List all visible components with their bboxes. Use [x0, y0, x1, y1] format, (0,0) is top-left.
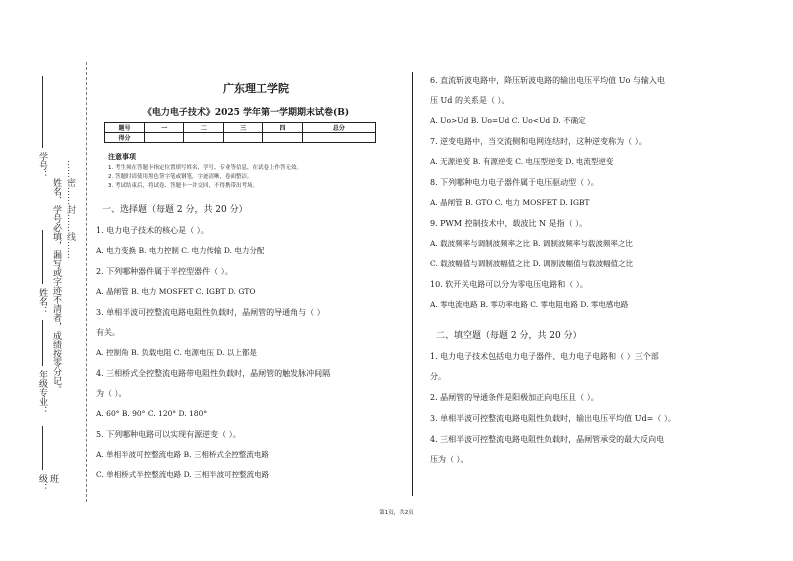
question-text-cont: 为（ ）。: [96, 389, 127, 398]
score-cell: [263, 133, 302, 143]
question-text: 1. 电力电子技术的核心是（ ）。: [96, 226, 209, 235]
exam-title: 《电力电子技术》2025 学年第一学期期末试卷(B): [142, 108, 350, 118]
score-table-score-row: [105, 133, 376, 143]
question-text: 4. 三相桥式全控整流电路带电阻性负载时，晶闸管的触发脉冲间隔: [96, 369, 331, 378]
seal-line: ……密……封……线……: [65, 160, 75, 259]
question-text: 9. PWM 控制技术中，载波比 N 是指（ ）。: [430, 219, 588, 228]
score-cell: 一: [145, 123, 184, 133]
score-table-header-row: [105, 123, 376, 133]
question-text: 5. 下列哪种电路可以实现有源逆变（ ）。: [96, 430, 241, 439]
question-options: A. 控制角 B. 负载电阻 C. 电源电压 D. 以上都是: [96, 348, 257, 357]
question-text-cont: 分。: [430, 372, 446, 381]
score-cell: [302, 133, 375, 143]
question-text: 2. 晶闸管的导通条件是阳极加正向电压且（ ）。: [430, 393, 599, 402]
school-name: 广东理工学院: [223, 82, 289, 95]
question-options: A. 载波频率与调制波频率之比 B. 调制波频率与载波频率之比: [430, 239, 633, 248]
score-table: [104, 122, 376, 143]
question-text: 3. 单相半波可控整流电路电阻性负载时，晶闸管的导通角与（ ）: [96, 308, 325, 317]
score-cell: [184, 133, 223, 143]
score-cell: 得分: [105, 133, 145, 143]
question-text: 3. 单相半波可控整流电路电阻性负载时，输出电压平均值 Ud=（ ）。: [430, 414, 676, 423]
notice-title: 注意事项: [108, 153, 136, 161]
score-cell: [223, 133, 262, 143]
student-id-label: 学号：: [37, 152, 47, 179]
notice-block: [108, 152, 396, 191]
question-options: A. 单相半波可控整流电路 B. 三相桥式全控整流电路: [96, 450, 269, 459]
question-options: A. 无源逆变 B. 有源逆变 C. 电压型逆变 D. 电流型逆变: [430, 157, 614, 166]
class-line: [42, 320, 43, 366]
left-column: [96, 80, 396, 480]
notice-item: 3. 考试结束后，将试卷、答题卡一并交回，不得携带出考场。: [108, 183, 258, 189]
question-text-cont: 压 Ud 的关系是（ ）。: [430, 96, 510, 105]
section-heading-fill: 二、填空题（每题 2 分，共 20 分）: [436, 331, 582, 341]
question-text: 6. 直流斩波电路中，降压斩波电路的输出电压平均值 Uo 与输入电: [430, 76, 665, 85]
score-cell: 三: [223, 123, 262, 133]
question-options: A. 晶闸管 B. GTO C. 电力 MOSFET D. IGBT: [430, 198, 590, 207]
section-heading-choice: 一、选择题（每题 2 分，共 20 分）: [102, 205, 248, 215]
school-line: [42, 426, 43, 470]
question-text: 10. 软开关电路可以分为零电压电路和（ ）。: [430, 280, 588, 289]
question-text: 1. 电力电子技术包括电力电子器件、电力电子电路和（ ）三个部: [430, 352, 659, 361]
question-options: A. 晶闸管 B. 电力 MOSFET C. IGBT D. GTO: [96, 287, 256, 296]
binding-strip: [36, 70, 86, 500]
school-label: 班级：: [37, 474, 58, 492]
question-options: A. 电力变换 B. 电力控制 C. 电力传输 D. 电力分配: [96, 246, 265, 255]
question-text-cont: 压为（ ）。: [430, 455, 469, 464]
score-cell: [145, 133, 184, 143]
score-cell: 总分: [302, 123, 375, 133]
page-number: 第1页，共2页: [379, 510, 414, 516]
question-options: A. 60° B. 90° C. 120° D. 180°: [96, 409, 208, 418]
right-column: [430, 76, 730, 465]
question-text: 8. 下列哪种电力电子器件属于电压驱动型（ ）。: [430, 178, 599, 187]
question-options: C. 载波幅值与调制波幅值之比 D. 调制波幅值与载波幅值之比: [430, 259, 634, 268]
question-options: C. 单相桥式半控整流电路 D. 三相半波可控整流电路: [96, 470, 270, 479]
seal-instruction: 姓名、学号必填，漏写或字迹不清者，成绩按零分记。: [51, 178, 61, 394]
student-id-line: [42, 76, 43, 148]
score-cell: 二: [184, 123, 223, 133]
notice-item: 1. 考生须在答题卡指定位置填写姓名、学号、专业等信息，在试卷上作答无效。: [108, 165, 302, 171]
question-text: 2. 下列哪种器件属于半控型器件（ ）。: [96, 267, 233, 276]
name-label: 姓名：: [37, 288, 47, 315]
name-line: [42, 230, 43, 284]
question-options: A. Uo>Ud B. Uo=Ud C. Uo<Ud D. 不确定: [430, 116, 586, 125]
question-text-cont: 有关。: [96, 328, 120, 337]
class-label: 年级专业：: [37, 370, 47, 415]
score-cell: 题号: [105, 123, 145, 133]
question-options: A. 零电流电路 B. 零功率电路 C. 零电阻电路 D. 零电感电路: [430, 300, 629, 309]
seal-dash-line: [86, 62, 87, 502]
question-text: 7. 逆变电路中，当交流侧和电网连结时，这种逆变称为（ ）。: [430, 137, 647, 146]
score-cell: 四: [263, 123, 302, 133]
question-text: 4. 三相半波可控整流电路电阻性负载时，晶闸管承受的最大反向电: [430, 435, 665, 444]
notice-item: 2. 答题时请使用黑色签字笔或钢笔，字迹清晰，卷面整洁。: [108, 174, 253, 180]
column-divider: [412, 72, 413, 496]
